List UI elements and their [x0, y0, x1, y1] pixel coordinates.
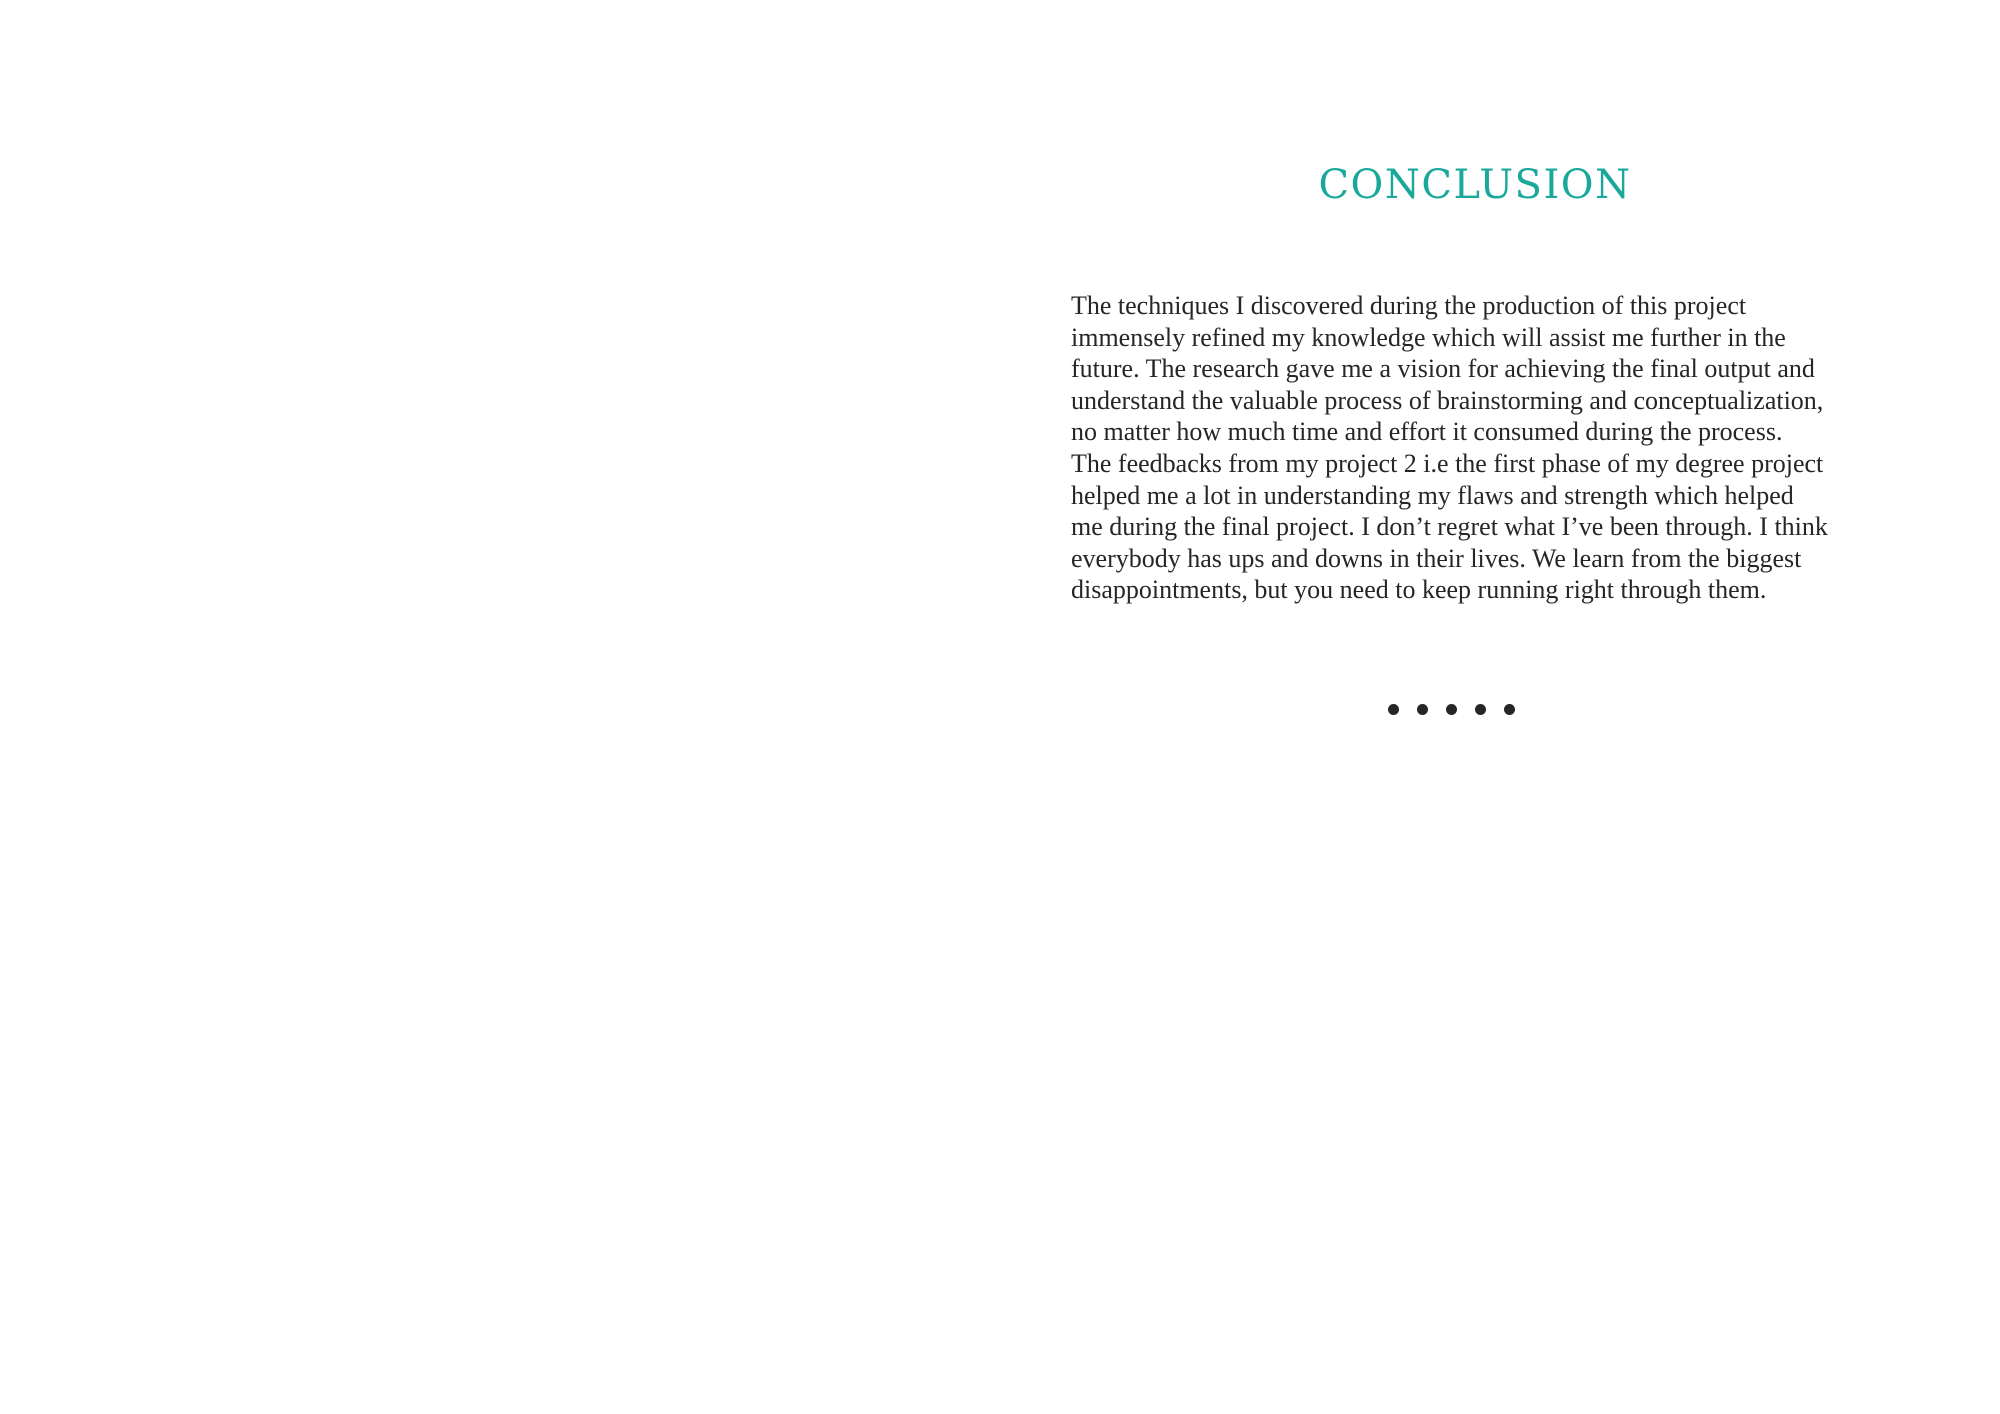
paragraph-line: future. The research gave me a vision for achieving the final output and — [1071, 354, 1815, 384]
page-title: CONCLUSION — [1318, 162, 1632, 208]
dot-icon — [1417, 704, 1428, 715]
dot-icon — [1446, 704, 1457, 715]
paragraph-line: immensely refined my knowledge which will assist me further in the — [1071, 322, 1786, 352]
dot-icon — [1504, 704, 1515, 715]
paragraph-line: helped me a lot in understanding my flaws and strength which helped — [1071, 480, 1794, 510]
paragraph-line: no matter how much time and effort it consumed during the process. — [1071, 417, 1783, 447]
dot-separator-icon — [1388, 704, 1515, 716]
dot-icon — [1475, 704, 1486, 715]
conclusion-paragraph — [1071, 290, 1951, 606]
paragraph-line: everybody has ups and downs in their lives. We learn from the biggest — [1071, 543, 1802, 573]
dot-icon — [1388, 704, 1399, 715]
paragraph-line: The techniques I discovered during the production of this project — [1071, 291, 1747, 320]
paragraph-line: understand the valuable process of brainstorming and conceptualization, — [1071, 385, 1824, 415]
paragraph-line: The feedbacks from my project 2 i.e the first phase of my degree project — [1071, 448, 1824, 478]
paragraph-line: me during the final project. I don’t regret what I’ve been through. I think — [1071, 512, 1828, 542]
paragraph-line: disappointments, but you need to keep running right through them. — [1071, 575, 1767, 605]
